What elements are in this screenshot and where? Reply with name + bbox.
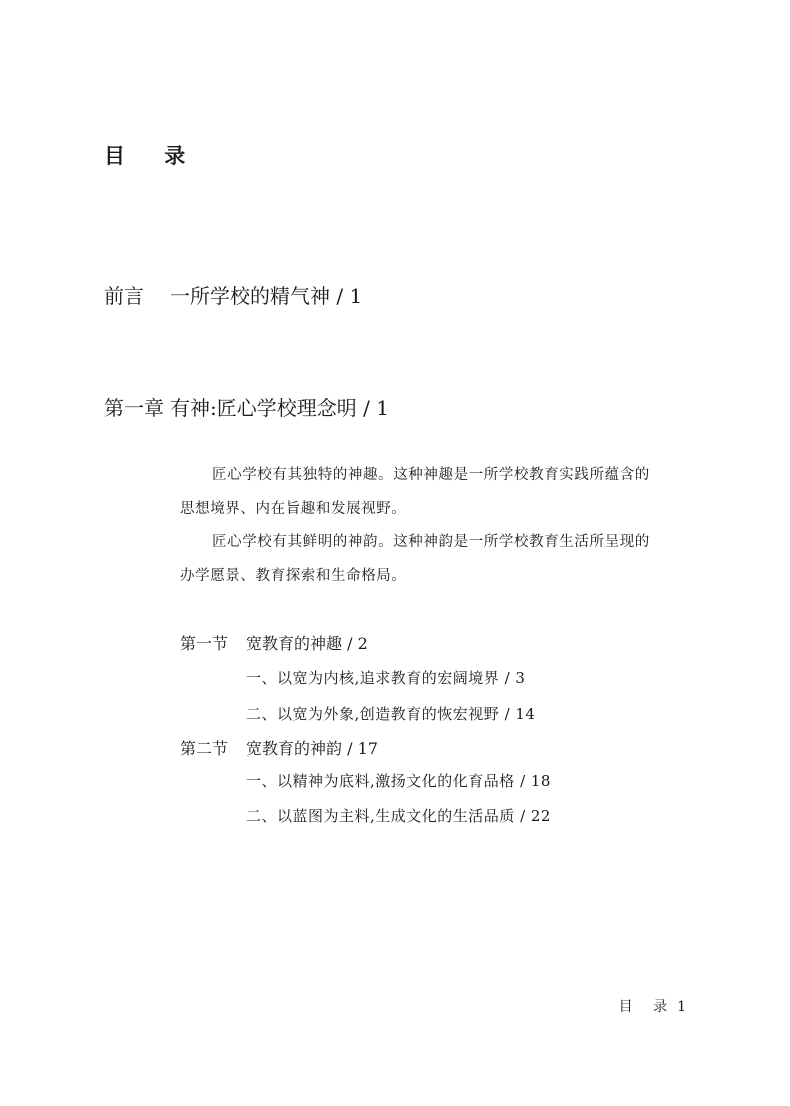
section-2-entry[interactable] (180, 736, 378, 759)
section-1-item-2-text: 二、以宽为外象,创造教育的恢宏视野 (246, 705, 500, 723)
chapter-1-page: / 1 (363, 396, 389, 420)
section-2-item-2-text: 二、以蓝图为主料,生成文化的生活品质 (246, 807, 515, 825)
section-2-item-1[interactable] (246, 770, 551, 791)
section-1-entry[interactable] (180, 631, 368, 654)
section-2-title: 宽教育的神韵 (246, 739, 343, 758)
section-1-item-1-page: / 3 (504, 669, 526, 687)
chapter-1-title: 有神:匠心学校理念明 (170, 396, 357, 420)
section-2-item-2[interactable] (246, 805, 551, 826)
section-1-item-1[interactable] (246, 667, 525, 688)
chapter-1-summary-line-3: 匠心学校有其鲜明的神韵。这种神韵是一所学校教育生活所呈现的 (212, 534, 650, 550)
section-1-item-1-text: 一、以宽为内核,追求教育的宏阔境界 (246, 669, 500, 687)
chapter-1-label: 第一章 (104, 396, 164, 420)
preface-page: / 1 (336, 284, 363, 308)
footer-page-number: 1 (677, 999, 686, 1015)
section-1-title: 宽教育的神趣 (246, 634, 343, 653)
footer-label: 目 录 (618, 999, 676, 1015)
chapter-1-summary-line-2: 思想境界、内在旨趣和发展视野。 (180, 501, 407, 517)
preface-label: 前言 (104, 284, 144, 308)
section-2-item-1-text: 一、以精神为底料,激扬文化的化育品格 (246, 772, 515, 790)
page-footer (619, 996, 686, 1016)
section-1-item-2[interactable] (246, 703, 535, 724)
section-2-item-1-page: / 18 (520, 772, 551, 790)
preface-title: 一所学校的精气神 (170, 284, 330, 308)
section-2-item-2-page: / 22 (520, 807, 551, 825)
chapter-1-summary-line-1: 匠心学校有其独特的神趣。这种神趣是一所学校教育实践所蕴含的 (212, 467, 650, 483)
chapter-1-entry[interactable] (104, 392, 389, 421)
toc-heading: 目 录 (104, 144, 202, 168)
section-1-item-2-page: / 14 (504, 705, 536, 723)
preface-entry[interactable] (104, 280, 362, 309)
section-2-label: 第二节 (180, 739, 229, 758)
section-1-page: / 2 (347, 634, 368, 653)
section-2-page: / 17 (347, 739, 378, 758)
chapter-1-summary-line-4: 办学愿景、教育探索和生命格局。 (180, 568, 407, 584)
section-1-label: 第一节 (180, 634, 229, 653)
